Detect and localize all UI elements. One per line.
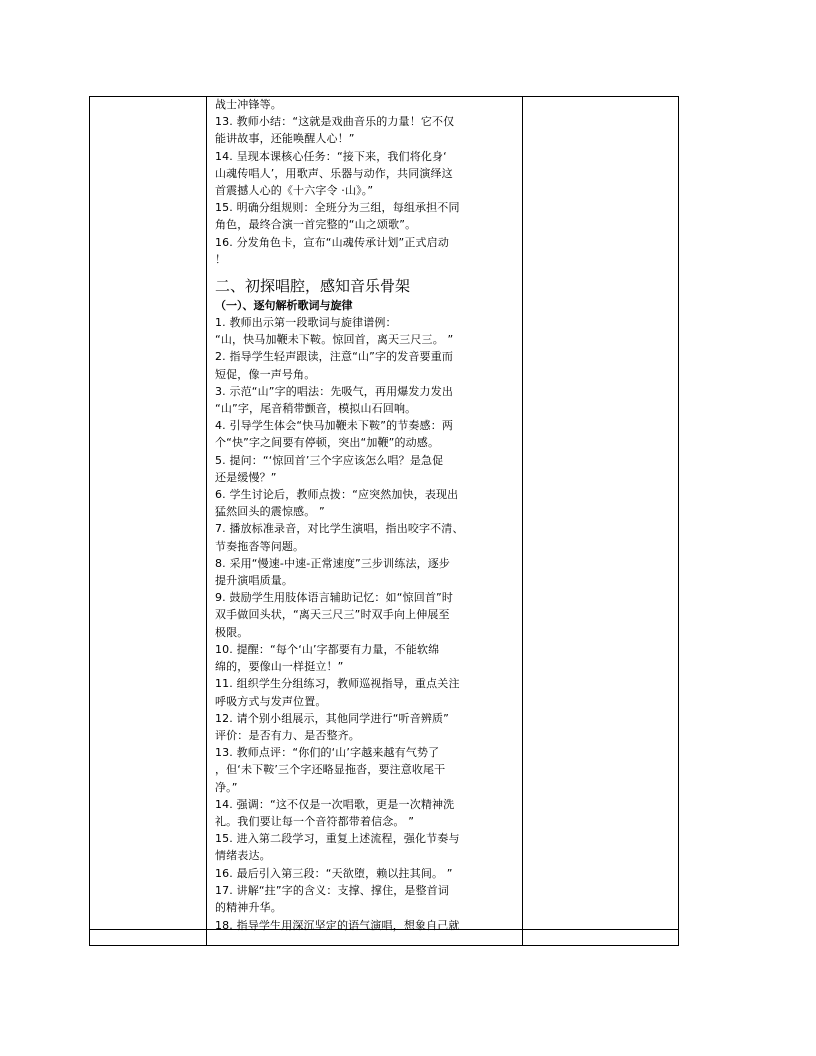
- text-line: 9. 鼓励学生用肢体语言辅助记忆：如“惊回首”时: [215, 591, 453, 605]
- text-line: 13. 教师点评：“你们的‘山’字越来越有气势了: [215, 746, 440, 760]
- text-line: 2. 指导学生轻声跟读，注意“山”字的发音要重而: [215, 350, 453, 364]
- section-heading: 二、初探唱腔，感知音乐骨架: [215, 277, 411, 296]
- text-line: “山，快马加鞭未下鞍。惊回首，离天三尺三。 ”: [215, 333, 454, 347]
- table-column-divider-left: [206, 96, 207, 946]
- text-line: 短促，像一声号角。: [215, 367, 316, 381]
- text-line: 评价：是否有力、是否整齐。: [215, 728, 360, 742]
- table-cell-content: [215, 96, 515, 934]
- text-line: ！: [215, 252, 227, 266]
- text-line: 17. 讲解“拄”字的含义：支撑、撑住，是整首词: [215, 883, 449, 897]
- text-line: 15. 进入第二段学习，重复上述流程，强化节奏与: [215, 832, 460, 846]
- text-line: 山魂传唱人’，用歌声、乐器与动作，共同演绎这: [215, 166, 453, 180]
- text-line: 首震撼人心的《十六字令 ·山》。”: [215, 184, 374, 198]
- part2-lines: [215, 314, 515, 916]
- text-line: 双手做回头状，“离天三尺三”时双手向上伸展至: [215, 608, 450, 622]
- text-line: 8. 采用“慢速-中速-正常速度”三步训练法，逐步: [215, 556, 451, 570]
- text-line: 15. 明确分组规则：全班分为三组，每组承担不同: [215, 201, 460, 215]
- text-line: 绵的，要像山一样挺立！”: [215, 660, 344, 674]
- text-line: 1. 教师出示第一段歌词与旋律谱例：: [215, 316, 397, 330]
- table-column-divider-right: [522, 96, 523, 946]
- text-line: 10. 提醒：“每个‘山’字都要有力量，不能软绵: [215, 642, 440, 656]
- text-line: “山”字，尾音稍带颤音，模拟山石回响。: [215, 402, 417, 416]
- part1-lines: [215, 96, 515, 268]
- text-line: 11. 组织学生分组练习，教师巡视指导，重点关注: [215, 677, 460, 691]
- text-line: 16. 分发角色卡，宣布“山魂传承计划”正式启动: [215, 235, 449, 249]
- text-line: 节奏拖沓等问题。: [215, 539, 305, 553]
- text-line: 净。”: [215, 780, 238, 794]
- text-line: 个“快”字之间要有停顿，突出“加鞭”的动感。: [215, 436, 440, 450]
- text-line: 14. 强调：“这不仅是一次唱歌，更是一次精神洗: [215, 797, 455, 811]
- text-line: 猛然回头的震惊感。 ”: [215, 505, 325, 519]
- text-line: 角色，最终合演一首完整的“山之颂歌”。: [215, 218, 417, 232]
- text-line: 战士冲锋等。: [215, 98, 282, 111]
- text-line: 16. 最后引入第三段：“天欲堕，赖以拄其间。 ”: [215, 866, 453, 880]
- text-line: 礼。我们要让每一个音符都带着信念。 ”: [215, 814, 415, 828]
- text-line: 14. 呈现本课核心任务：“接下来，我们将化身‘: [215, 149, 447, 163]
- text-line: 极限。: [215, 625, 249, 639]
- text-line: 13. 教师小结：“这就是戏曲音乐的力量！它不仅: [215, 115, 455, 129]
- last-row-line: 18. 指导学生用深沉坚定的语气演唱，想象自己就: [215, 919, 460, 933]
- text-line: 7. 播放标准录音，对比学生演唱，指出咬字不清、: [215, 522, 464, 536]
- text-line: 的精神升华。: [215, 900, 282, 914]
- text-line: 能讲故事，还能唤醒人心！”: [215, 132, 355, 146]
- text-line: 4. 引导学生体会“快马加鞭未下鞍”的节奏感：两: [215, 419, 453, 433]
- text-line: 3. 示范“山”字的唱法：先吸气，再用爆发力发出: [215, 384, 453, 398]
- text-line: 5. 提问：“‘惊回首’三个字应该怎么唱？是急促: [215, 453, 444, 467]
- text-line: 呼吸方式与发声位置。: [215, 694, 327, 708]
- text-line: 提升演唱质量。: [215, 574, 294, 588]
- subsection-heading: （一）、逐句解析歌词与旋律: [215, 299, 353, 313]
- text-line: 6. 学生讨论后，教师点拨：“应突然加快，表现出: [215, 488, 459, 502]
- text-line: 情绪表达。: [215, 849, 271, 863]
- text-line: ，但‘未下鞍’三个字还略显拖沓，要注意收尾干: [215, 763, 446, 777]
- text-line: 还是缓慢？”: [215, 470, 277, 484]
- text-line: 12. 请个别小组展示，其他同学进行“听音辨质”: [215, 711, 449, 725]
